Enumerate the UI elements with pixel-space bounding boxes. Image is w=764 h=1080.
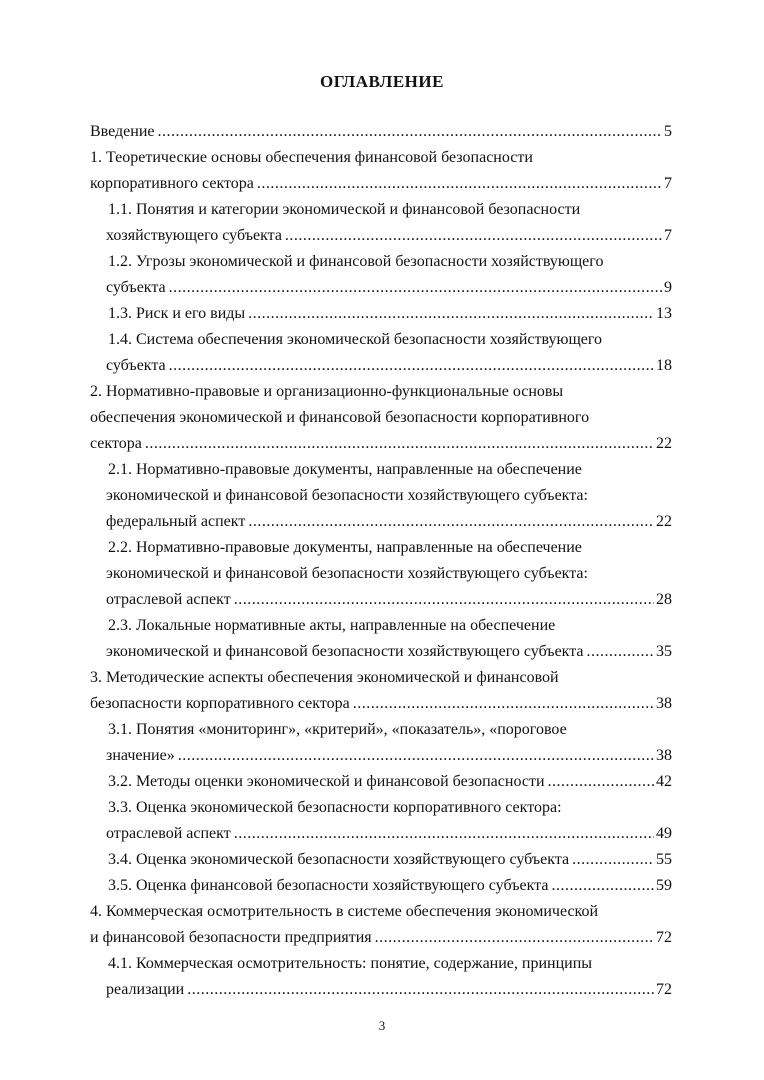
toc-entry-text-line: 3. Методические аспекты обеспечения экономической и финансовой [90, 669, 559, 686]
toc-entry-text-line: 2.1. Нормативно-правовые документы, направленные на обеспечение [108, 461, 582, 478]
dot-leader [353, 691, 654, 717]
toc-entry-text-line: экономической и финансовой безопасности хозяйствующего субъекта [106, 643, 584, 660]
toc-entry-text-line: экономической и финансовой безопасности хозяйствующего субъекта: [106, 565, 588, 582]
toc-subsection-entry[interactable] [90, 249, 672, 301]
toc-subsection-entry[interactable] [90, 769, 672, 795]
toc-entry-text-line: 4. Коммерческая осмотрительность в системе обеспечения экономической [90, 903, 599, 920]
toc-page-number: 13 [656, 305, 672, 322]
page-number: 3 [378, 1018, 386, 1033]
toc-entry-text-line: 3.2. Методы оценки экономической и финансовой безопасности [108, 773, 545, 790]
toc-entry-text-line: 4.1. Коммерческая осмотрительность: понятие, содержание, принципы [108, 955, 593, 972]
toc-entry-text-line: и финансовой безопасности предприятия [90, 929, 372, 946]
toc-entry-text-line: Введение [90, 123, 155, 140]
toc-subsection-entry[interactable] [90, 795, 672, 847]
toc-section-entry[interactable] [90, 665, 672, 717]
toc-section-entry[interactable] [90, 899, 672, 951]
toc-entry-text-line: 1.2. Угрозы экономической и финансовой безопасности хозяйствующего [108, 253, 604, 270]
toc-entry-text-line: 3.3. Оценка экономической безопасности корпоративного сектора: [108, 799, 562, 816]
toc-page-number: 49 [656, 825, 672, 842]
toc-subsection-entry[interactable] [90, 873, 672, 899]
toc-entry-text-line: 2. Нормативно-правовые и организационно-функциональные основы [90, 383, 564, 400]
toc-page-number: 22 [656, 513, 672, 530]
dot-leader [248, 509, 654, 535]
toc-entry-text-line: отраслевой аспект [106, 591, 231, 608]
toc-subsection-entry[interactable] [90, 951, 672, 1003]
toc-entry-text-line: федеральный аспект [106, 513, 246, 530]
dot-leader [572, 847, 654, 873]
toc-page-number: 55 [656, 851, 672, 868]
toc-entry-text-line: 2.2. Нормативно-правовые документы, направленные на обеспечение [108, 539, 582, 556]
toc-subsection-entry[interactable] [90, 535, 672, 613]
toc-entry-text-line: экономической и финансовой безопасности хозяйствующего субъекта: [106, 487, 588, 504]
dot-leader [548, 769, 655, 795]
toc-entry-text-line: субъекта [106, 279, 166, 296]
toc-subsection-entry[interactable] [90, 301, 672, 327]
toc-page-number: 22 [656, 435, 672, 452]
dot-leader [169, 353, 654, 379]
table-of-contents [90, 119, 672, 1003]
toc-entry-text-line: безопасности корпоративного сектора [90, 695, 350, 712]
toc-page-number: 72 [656, 929, 672, 946]
dot-leader [145, 431, 654, 457]
toc-subsection-entry[interactable] [90, 613, 672, 665]
dot-leader [158, 119, 663, 145]
toc-entry-text-line: сектора [90, 435, 142, 452]
toc-page-number: 38 [656, 695, 672, 712]
toc-subsection-entry[interactable] [90, 197, 672, 249]
toc-page-number: 59 [656, 877, 672, 894]
toc-page-number: 42 [656, 773, 672, 790]
toc-entry-text-line: субъекта [106, 357, 166, 374]
dot-leader [248, 301, 654, 327]
toc-subsection-entry[interactable] [90, 457, 672, 535]
toc-section-entry[interactable] [90, 145, 672, 197]
page-title: ОГЛАВЛЕНИЕ [320, 72, 444, 91]
toc-entry-text-line: 1.1. Понятия и категории экономической и финансовой безопасности [108, 201, 581, 218]
toc-entry-text-line: корпоративного сектора [90, 175, 254, 192]
toc-entry-text-line: 1.4. Система обеспечения экономической безопасности хозяйствующего [108, 331, 603, 348]
dot-leader [587, 639, 654, 665]
toc-subsection-entry[interactable] [90, 327, 672, 379]
toc-entry-text-line: 3.5. Оценка финансовой безопасности хозяйствующего субъекта [108, 877, 549, 894]
toc-entry-text-line: 2.3. Локальные нормативные акты, направленные на обеспечение [108, 617, 556, 634]
dot-leader [178, 743, 654, 769]
dot-leader [169, 275, 662, 301]
toc-page-number: 5 [664, 123, 672, 140]
toc-entry-text-line: 3.1. Понятия «мониторинг», «критерий», «показатель», «пороговое [108, 721, 567, 738]
toc-section-entry[interactable] [90, 379, 672, 457]
dot-leader [375, 925, 654, 951]
toc-entry-text-line: хозяйствующего субъекта [106, 227, 282, 244]
toc-page-number: 72 [656, 981, 672, 998]
toc-entry-text-line: реализации [106, 981, 185, 998]
dot-leader [234, 821, 654, 847]
toc-page-number: 7 [664, 175, 672, 192]
toc-page-number: 18 [656, 357, 672, 374]
toc-entry-text-line: 1. Теоретические основы обеспечения финансовой безопасности [90, 149, 533, 166]
toc-page-number: 28 [656, 591, 672, 608]
toc-entry-text-line: обеспечения экономической и финансовой безопасности корпоративного [90, 409, 590, 426]
dot-leader [234, 587, 654, 613]
toc-entry-text-line: отраслевой аспект [106, 825, 231, 842]
toc-entry-text-line: значение» [106, 747, 175, 764]
toc-section-entry[interactable] [90, 119, 672, 145]
toc-subsection-entry[interactable] [90, 847, 672, 873]
toc-subsection-entry[interactable] [90, 717, 672, 769]
toc-entry-text-line: 3.4. Оценка экономической безопасности хозяйствующего субъекта [108, 851, 570, 868]
toc-page-number: 35 [656, 643, 672, 660]
toc-page-number: 38 [656, 747, 672, 764]
dot-leader [285, 223, 662, 249]
toc-page-number: 9 [664, 279, 672, 296]
dot-leader [257, 171, 662, 197]
dot-leader [551, 873, 654, 899]
dot-leader [187, 977, 654, 1003]
toc-page-number: 7 [664, 227, 672, 244]
toc-entry-text-line: 1.3. Риск и его виды [108, 305, 246, 322]
